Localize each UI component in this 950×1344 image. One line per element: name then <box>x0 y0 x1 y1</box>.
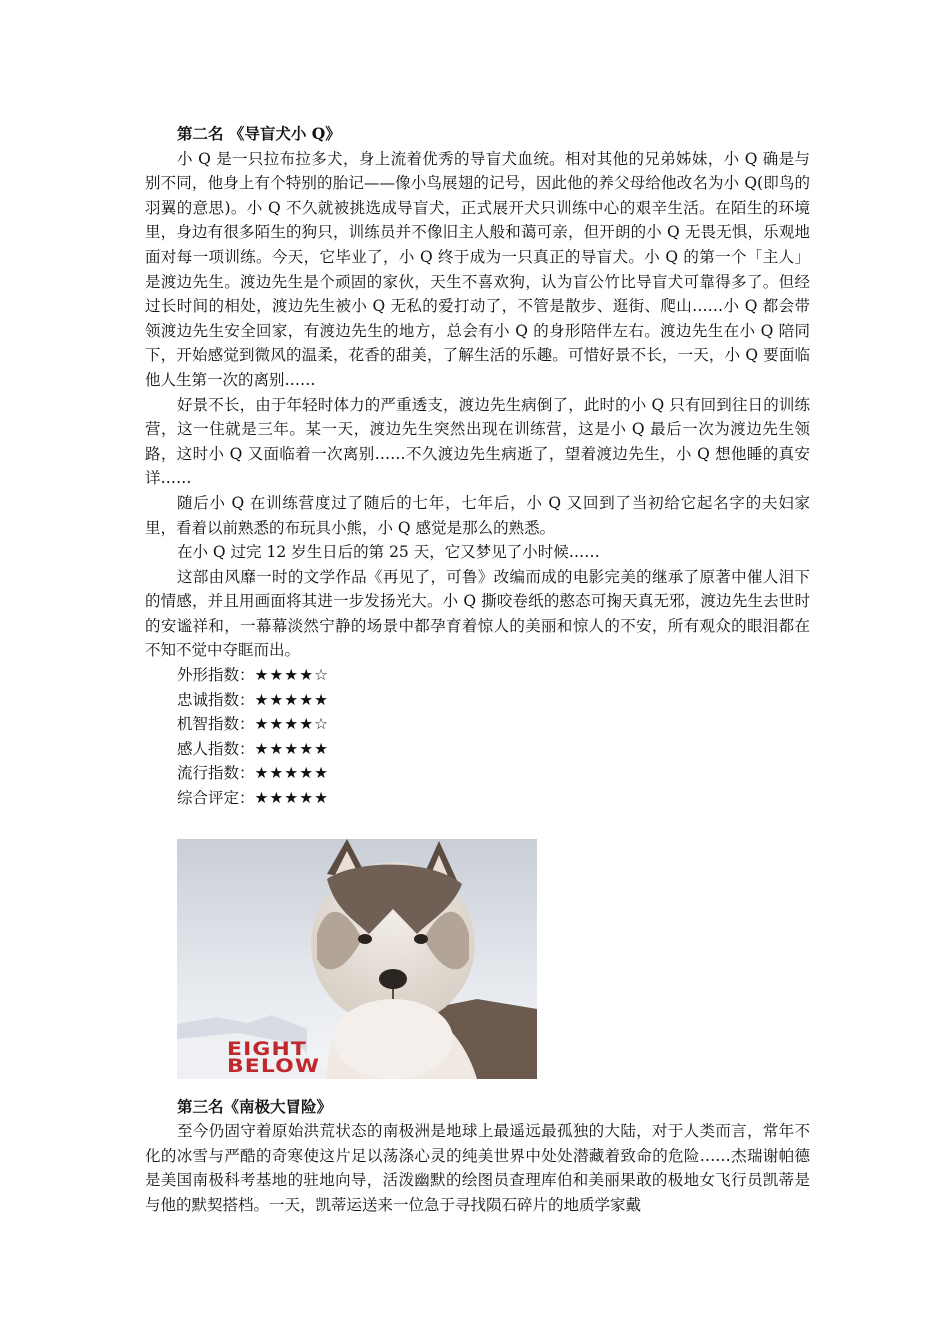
rating-label: 外形指数： <box>177 666 255 685</box>
star-rating: ★★★★☆ <box>254 715 329 734</box>
section-heading-rank-2: 第二名 《导盲犬小 Q》 <box>177 124 341 143</box>
star-rating: ★★★★★ <box>254 739 329 758</box>
rating-label: 忠诚指数： <box>177 690 255 709</box>
rating-row-popularity <box>145 761 810 786</box>
rating-row-intelligence <box>145 712 810 737</box>
paragraph: 至今仍固守着原始洪荒状态的南极洲是地球上最遥远最孤独的大陆，对于人类而言，常年不化的冰雪与严酷的奇寒使这片足以荡涤心灵的纯美世界中处处潜藏着致命的危险……杰瑞谢帕德是美国南极科考基地的驻地向导，活泼幽默的绘图员查理库伯和美丽果敢的极地女飞行员凯蒂是与他的默契搭档。一天，凯蒂运送来一位急于寻找陨石碎片的地质学家戴 <box>145 1122 810 1214</box>
rating-row-loyalty <box>145 688 810 713</box>
poster-title-line: EIGHT <box>227 1037 307 1060</box>
rating-label: 感人指数： <box>177 739 255 758</box>
rating-row-touching <box>145 737 810 762</box>
paragraph: 这部由风靡一时的文学作品《再见了，可鲁》改编而成的电影完美的继承了原著中催人泪下的情感，并且用画面将其进一步发扬光大。小 Q 撕咬卷纸的憨态可掬天真无邪，渡边先生去世时的安谧祥和，一幕幕淡然宁静的场景中都孕育着惊人的美丽和惊人的不安，所有观众的眼泪都在不知不觉中夺眶而出。 <box>145 567 810 660</box>
paragraph: 随后小 Q 在训练营度过了随后的七年，七年后，小 Q 又回到了当初给它起名字的夫妇家里，看着以前熟悉的布玩具小熊，小 Q 感觉是那么的熟悉。 <box>145 493 810 537</box>
rating-label: 综合评定： <box>177 789 255 808</box>
section-heading-rank-3: 第三名《南极大冒险》 <box>177 1096 333 1116</box>
star-rating: ★★★★★ <box>254 690 329 709</box>
paragraph: 好景不长，由于年轻时体力的严重透支，渡边先生病倒了，此时的小 Q 只有回到往日的训练营，这一住就是三年。某一天，渡边先生突然出现在训练营，这是小 Q 最后一次为渡边先生领路，这时小 Q 又面临着一次离别……不久渡边先生病逝了，望着渡边先生，小 Q 想他睡的真安详…… <box>145 395 810 488</box>
rating-list <box>145 663 810 811</box>
star-rating: ★★★★★ <box>254 764 329 783</box>
article-body <box>145 122 810 1218</box>
movie-poster-image <box>177 839 537 1079</box>
rating-row-overall <box>145 786 810 811</box>
paragraph: 小 Q 是一只拉布拉多犬，身上流着优秀的导盲犬血统。相对其他的兄弟姊妹，小 Q 确是与别不同，他身上有个特别的胎记——像小鸟展翅的记号，因此他的养父母给他改名为小 Q(即鸟的羽翼的意思)。小 Q 不久就被挑选成导盲犬，正式展开犬只训练中心的艰辛生活。在陌生的环境里，身边有很多陌生的狗只，训练员并不像旧主人般和蔼可亲，但开朗的小 Q 无畏无惧，乐观地面对每一项训练。今天，它毕业了，小 Q 终于成为一只真正的导盲犬。小 Q 的第一个「主人」是渡边先生。渡边先生是个顽固的家伙，天生不喜欢狗，认为盲公竹比导盲犬可靠得多了。但经过长时间的相处，渡边先生被小 Q 无私的爱打动了，不管是散步、逛街、爬山……小 Q 都会带领渡边先生安全回家，有渡边先生的地方，总会有小 Q 的身形陪伴左右。渡边先生在小 Q 陪同下，开始感觉到微风的温柔，花香的甜美，了解生活的乐趣。可惜好景不长，一天，小 Q 要面临他人生第一次的离别…… <box>145 149 810 389</box>
rating-row-appearance <box>145 663 810 688</box>
rating-label: 机智指数： <box>177 715 255 734</box>
star-rating: ★★★★☆ <box>254 666 329 685</box>
poster-title-line: BELOW <box>227 1054 321 1077</box>
rating-label: 流行指数： <box>177 764 255 783</box>
star-rating: ★★★★★ <box>254 789 329 808</box>
paragraph: 在小 Q 过完 12 岁生日后的第 25 天，它又梦见了小时候…… <box>177 543 600 562</box>
poster-title-logo <box>227 1037 321 1077</box>
